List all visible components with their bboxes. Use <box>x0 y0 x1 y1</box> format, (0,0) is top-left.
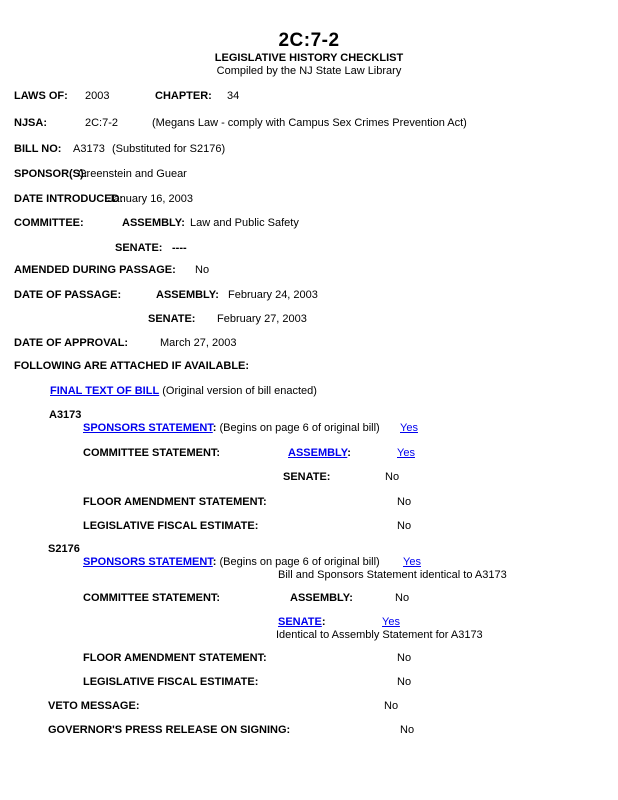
a3173-assembly-link[interactable]: ASSEMBLY <box>288 447 348 459</box>
page-title: 2C:7-2 <box>278 30 340 51</box>
njsa-note: (Megans Law - comply with Campus Sex Crimes Prevention Act) <box>152 117 467 129</box>
amended-row <box>0 264 618 279</box>
a3173-assembly-group <box>288 447 351 459</box>
a3173-sponsors-group <box>83 422 380 434</box>
a3173-floor-value: No <box>397 496 412 508</box>
s2176-sponsors-extra-row <box>0 569 618 584</box>
a3173-floor-label: FLOOR AMENDMENT STATEMENT: <box>83 496 267 508</box>
a3173-senate-label: SENATE: <box>283 471 331 483</box>
bill-no-label: BILL NO: <box>14 143 62 155</box>
committee-assembly-row <box>0 217 618 232</box>
chapter-label: CHAPTER: <box>155 90 212 102</box>
sponsors-value: Greenstein and Guear <box>78 168 187 180</box>
colon: : <box>212 422 217 434</box>
date-of-passage-label: DATE OF PASSAGE: <box>14 289 122 301</box>
attachments-heading-row <box>0 360 618 375</box>
veto-message-value: No <box>384 700 399 712</box>
a3173-fiscal-row <box>0 520 618 535</box>
njsa-label: NJSA: <box>14 117 48 129</box>
passage-senate-value: February 27, 2003 <box>217 313 307 325</box>
a3173-committee-statement-label: COMMITTEE STATEMENT: <box>83 447 221 459</box>
governor-press-release-row <box>0 724 618 739</box>
s2176-senate-extra-note: Identical to Assembly Statement for A3173 <box>276 629 483 641</box>
committee-label: COMMITTEE: <box>14 217 84 229</box>
page-subtitle: LEGISLATIVE HISTORY CHECKLIST <box>214 52 404 64</box>
date-introduced-value: January 16, 2003 <box>108 193 194 205</box>
s2176-assembly-value: No <box>395 592 410 604</box>
s2176-bill-number: S2176 <box>48 543 80 555</box>
a3173-floor-row <box>0 496 618 511</box>
passage-senate-row <box>0 313 618 328</box>
sponsors-row <box>0 168 618 183</box>
passage-assembly-label: ASSEMBLY: <box>156 289 219 301</box>
laws-of-value: 2003 <box>85 90 110 102</box>
committee-assembly-label: ASSEMBLY: <box>122 217 185 229</box>
s2176-floor-row <box>0 652 618 667</box>
s2176-senate-yes-link[interactable]: Yes <box>382 616 400 628</box>
a3173-sponsors-row <box>0 422 618 437</box>
attachments-heading: FOLLOWING ARE ATTACHED IF AVAILABLE: <box>14 360 250 372</box>
veto-message-row <box>0 700 618 715</box>
date-of-approval-label: DATE OF APPROVAL: <box>14 337 129 349</box>
a3173-sponsors-note: (Begins on page 6 of original bill) <box>219 422 380 434</box>
a3173-fiscal-label: LEGISLATIVE FISCAL ESTIMATE: <box>83 520 259 532</box>
bill-no-value: A3173 <box>73 143 105 155</box>
s2176-senate-link[interactable]: SENATE <box>278 616 322 628</box>
a3173-assembly-yes-link[interactable]: Yes <box>397 447 415 459</box>
s2176-assembly-label: ASSEMBLY: <box>290 592 353 604</box>
compiled-by-line: Compiled by the NJ State Law Library <box>216 65 402 77</box>
amended-label: AMENDED DURING PASSAGE: <box>14 264 176 276</box>
passage-senate-label: SENATE: <box>148 313 196 325</box>
committee-senate-label: SENATE: <box>115 242 163 254</box>
njsa-row <box>0 117 618 132</box>
bill-no-note: (Substituted for S2176) <box>112 143 226 155</box>
date-introduced-row <box>0 193 618 208</box>
s2176-sponsors-yes-link[interactable]: Yes <box>403 556 421 568</box>
final-text-note: (Original version of bill enacted) <box>162 385 317 397</box>
committee-assembly-value: Law and Public Safety <box>190 217 299 229</box>
a3173-sponsors-yes-link[interactable]: Yes <box>400 422 418 434</box>
passage-assembly-value: February 24, 2003 <box>228 289 318 301</box>
date-of-approval-value: March 27, 2003 <box>160 337 237 349</box>
s2176-committee-assembly-row <box>0 592 618 607</box>
committee-senate-row <box>0 242 618 257</box>
a3173-bill-number: A3173 <box>49 409 82 421</box>
s2176-senate-group <box>278 616 325 628</box>
chapter-value: 34 <box>227 90 240 102</box>
a3173-fiscal-value: No <box>397 520 412 532</box>
final-text-of-bill-link[interactable]: FINAL TEXT OF BILL <box>50 385 160 397</box>
a3173-committee-assembly-row <box>0 447 618 462</box>
s2176-senate-extra-row <box>0 629 618 644</box>
laws-of-label: LAWS OF: <box>14 90 68 102</box>
colon: : <box>212 556 217 568</box>
colon: : <box>347 447 351 459</box>
a3173-senate-value: No <box>385 471 400 483</box>
a3173-sponsors-statement-link[interactable]: SPONSORS STATEMENT <box>83 422 213 434</box>
a3173-committee-senate-row <box>0 471 618 486</box>
s2176-sponsors-group <box>83 556 380 568</box>
s2176-sponsors-extra-note: Bill and Sponsors Statement identical to A3173 <box>278 569 507 581</box>
committee-senate-value: ---- <box>172 242 187 254</box>
bill-no-row <box>0 143 618 158</box>
final-text-row <box>0 385 618 400</box>
governor-press-release-label: GOVERNOR'S PRESS RELEASE ON SIGNING: <box>48 724 291 736</box>
date-of-approval-row <box>0 337 618 352</box>
njsa-value: 2C:7-2 <box>85 117 119 129</box>
s2176-fiscal-row <box>0 676 618 691</box>
laws-of-row <box>0 90 618 105</box>
colon: : <box>321 616 326 628</box>
s2176-sponsors-note: (Begins on page 6 of original bill) <box>219 556 380 568</box>
date-introduced-label: DATE INTRODUCED: <box>14 193 124 205</box>
sponsors-label: SPONSOR(S): <box>14 168 88 180</box>
s2176-fiscal-label: LEGISLATIVE FISCAL ESTIMATE: <box>83 676 259 688</box>
s2176-floor-value: No <box>397 652 412 664</box>
s2176-floor-label: FLOOR AMENDMENT STATEMENT: <box>83 652 267 664</box>
s2176-committee-statement-label: COMMITTEE STATEMENT: <box>83 592 221 604</box>
veto-message-label: VETO MESSAGE: <box>48 700 140 712</box>
amended-value: No <box>195 264 210 276</box>
s2176-fiscal-value: No <box>397 676 412 688</box>
s2176-sponsors-statement-link[interactable]: SPONSORS STATEMENT <box>83 556 213 568</box>
passage-assembly-row <box>0 289 618 304</box>
final-text-group <box>50 385 317 397</box>
governor-press-release-value: No <box>400 724 415 736</box>
